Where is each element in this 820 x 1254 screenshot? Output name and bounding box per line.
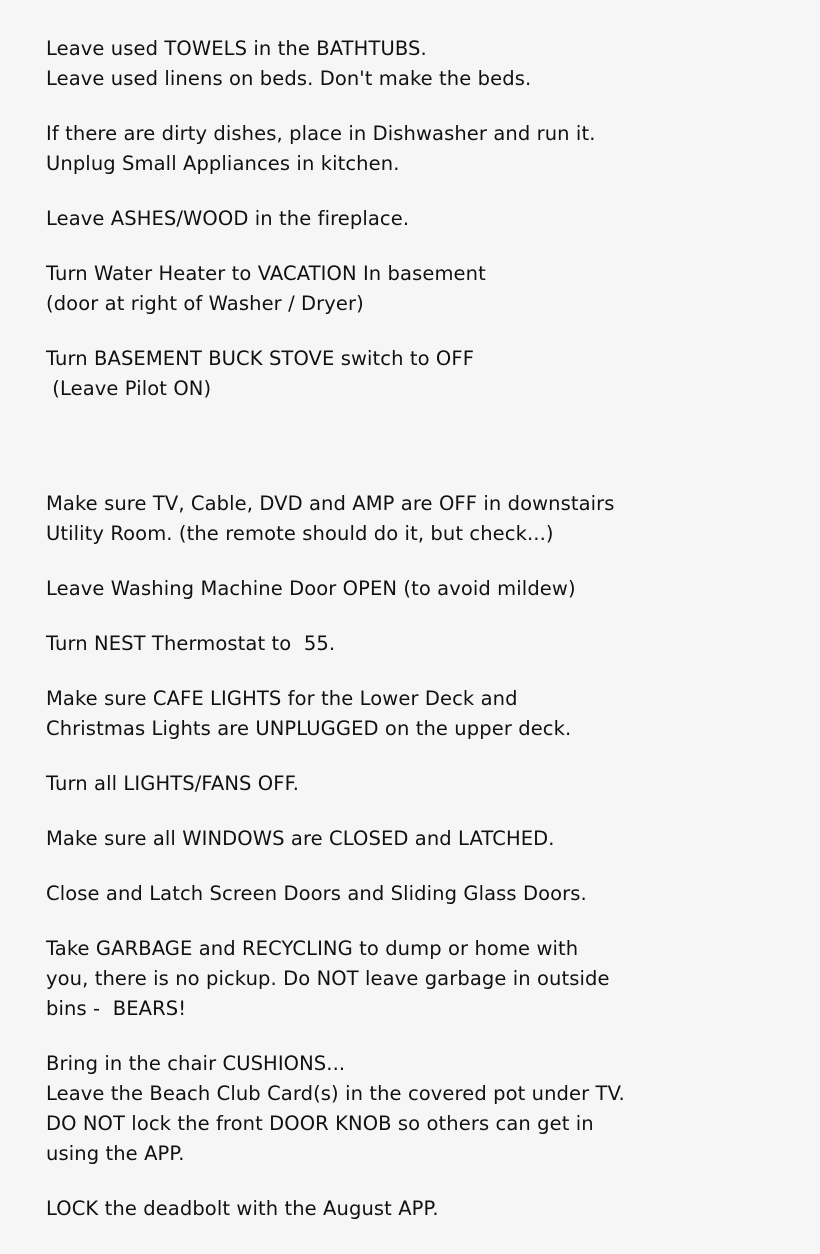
instruction-line: LOCK the deadbolt with the August APP. [46,1197,439,1220]
instruction-line: Leave ASHES/WOOD in the fireplace. [46,207,410,230]
instruction-line: Christmas Lights are UNPLUGGED on the upper deck. [46,717,572,740]
instruction-paragraph [46,1194,806,1224]
instruction-line: Bring in the chair CUSHIONS... [46,1052,346,1075]
instruction-paragraph [46,684,806,744]
instruction-line: (door at right of Washer / Dryer) [46,292,364,315]
instruction-paragraph [46,934,806,1024]
checklist-document [46,34,806,1249]
instruction-paragraph [46,574,806,604]
instruction-line: bins - BEARS! [46,997,187,1020]
instruction-paragraph [46,824,806,854]
instruction-line: If there are dirty dishes, place in Dishwasher and run it. [46,122,596,145]
instruction-line: Utility Room. (the remote should do it, but check...) [46,522,554,545]
instruction-paragraph [46,879,806,909]
instruction-line: Leave used TOWELS in the BATHTUBS. [46,37,427,60]
instruction-line: Make sure all WINDOWS are CLOSED and LATCHED. [46,827,555,850]
instruction-line: DO NOT lock the front DOOR KNOB so others can get in [46,1112,594,1135]
instruction-line: Close and Latch Screen Doors and Sliding Glass Doors. [46,882,587,905]
instruction-line: (Leave Pilot ON) [46,377,212,400]
instruction-paragraph [46,119,806,179]
instruction-line: using the APP. [46,1142,185,1165]
instruction-paragraph [46,259,806,319]
instruction-paragraph [46,344,806,404]
instruction-line: Leave used linens on beds. Don't make the beds. [46,67,532,90]
instruction-line: Make sure TV, Cable, DVD and AMP are OFF in downstairs [46,492,615,515]
instruction-paragraph [46,769,806,799]
instruction-line: Make sure CAFE LIGHTS for the Lower Deck and [46,687,518,710]
instruction-line: Leave the Beach Club Card(s) in the covered pot under TV. [46,1082,625,1105]
instruction-paragraph [46,629,806,659]
instruction-paragraph [46,1049,806,1169]
instruction-paragraph [46,489,806,549]
instruction-line: you, there is no pickup. Do NOT leave garbage in outside [46,967,610,990]
instruction-line: Unplug Small Appliances in kitchen. [46,152,400,175]
instruction-paragraph [46,34,806,94]
instruction-line: Take GARBAGE and RECYCLING to dump or home with [46,937,579,960]
instruction-line: Turn BASEMENT BUCK STOVE switch to OFF [46,347,475,370]
instruction-line: Turn Water Heater to VACATION In basement [46,262,486,285]
instruction-line: Turn NEST Thermostat to 55. [46,632,336,655]
instruction-line: Leave Washing Machine Door OPEN (to avoid mildew) [46,577,576,600]
instruction-line: Turn all LIGHTS/FANS OFF. [46,772,300,795]
instruction-paragraph [46,204,806,234]
